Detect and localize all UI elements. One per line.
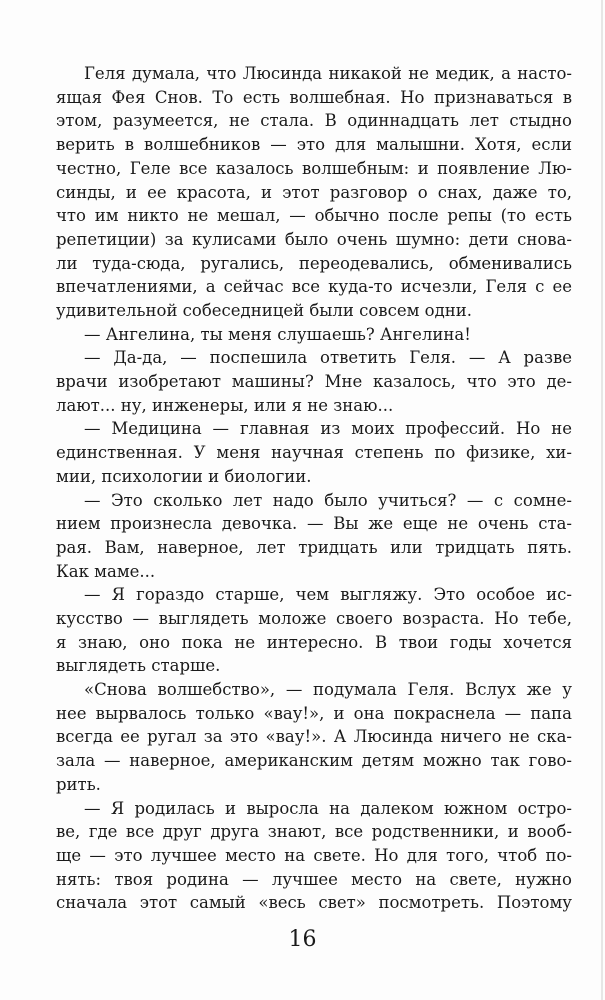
text-line: кусство — выглядеть моложе своего возраста. Но тебе, [56, 609, 572, 628]
text-line: мии, психологии и биологии. [56, 466, 312, 486]
text-line: — Да-да, — поспешила ответить Геля. — А разве [84, 348, 572, 368]
text-line: ли туда-сюда, ругались, переодевались, обменивались [56, 253, 572, 273]
text-line: нять: твоя родина — лучшее место на свете, нужно [56, 869, 572, 889]
text-line: выглядеть старше. [56, 656, 221, 676]
text-line: — Ангелина, ты меня слушаешь? Ангелина! [84, 324, 471, 344]
text-line: честно, Геле все казалось волшебным: и появление Лю- [56, 158, 572, 178]
text-line: — Это сколько лет надо было учиться? — с сомне- [84, 490, 572, 510]
text-line: — Я гораздо старше, чем выгляжу. Это особое ис- [84, 585, 572, 605]
text-line: — Медицина — главная из моих профессий. Но не [84, 419, 572, 439]
text-line: сначала этот самый «весь свет» посмотреть. Поэтому [56, 893, 572, 913]
page-number: 16 [288, 927, 317, 952]
text-line: «Снова волшебство», — подумала Геля. Вслух же у [84, 680, 572, 700]
text-line: врачи изобретают машины? Мне казалось, что это де- [56, 372, 572, 391]
text-line: Геля думала, что Люсинда никакой не медик, а насто- [84, 64, 572, 83]
text-line: ве, где все друг друга знают, все родственники, и вооб- [56, 822, 572, 842]
text-line: лают... ну, инженеры, или я не знаю... [56, 395, 394, 415]
text-line: нее вырвалось только «вау!», и она покраснела — папа [56, 703, 572, 723]
text-line: Как маме... [56, 561, 156, 581]
text-line: этом, разумеется, не стала. В одиннадцать лет стыдно [56, 111, 572, 131]
page-edge-shadow [601, 0, 603, 1000]
text-line: верить в волшебников — это для малышни. Хотя, если [56, 135, 572, 155]
text-line: ще — это лучшее место на свете. Но для того, чтоб по- [56, 845, 572, 865]
text-line: удивительной собеседницей были совсем одни. [56, 300, 473, 320]
text-line: единственная. У меня научная степень по физике, хи- [56, 443, 572, 463]
text-line: синды, и ее красота, и этот разговор о снах, даже то, [56, 182, 572, 202]
text-line: что им никто не мешал, — обычно после репы (то есть [56, 206, 572, 226]
text-line: зала — наверное, американским детям можно так гово- [56, 751, 572, 771]
text-line: ящая Фея Снов. То есть волшебная. Но признаваться в [56, 87, 572, 107]
text-line: всегда ее ругал за это «вау!». А Люсинда ничего не ска- [56, 727, 572, 747]
text-line: впечатлениями, а сейчас все куда-то исчезли, Геля с ее [56, 277, 572, 297]
text-line: репетиции) за кулисами было очень шумно: дети снова- [56, 229, 572, 249]
text-line: я знаю, оно пока не интересно. В твои годы хочется [56, 632, 572, 652]
text-line: нием произнесла девочка. — Вы же еще не очень ста- [56, 514, 572, 534]
text-line: рить. [56, 774, 101, 794]
text-line: — Я родилась и выросла на далеком южном остро- [84, 798, 572, 818]
text-line: рая. Вам, наверное, лет тридцать или тридцать пять. [56, 537, 572, 557]
